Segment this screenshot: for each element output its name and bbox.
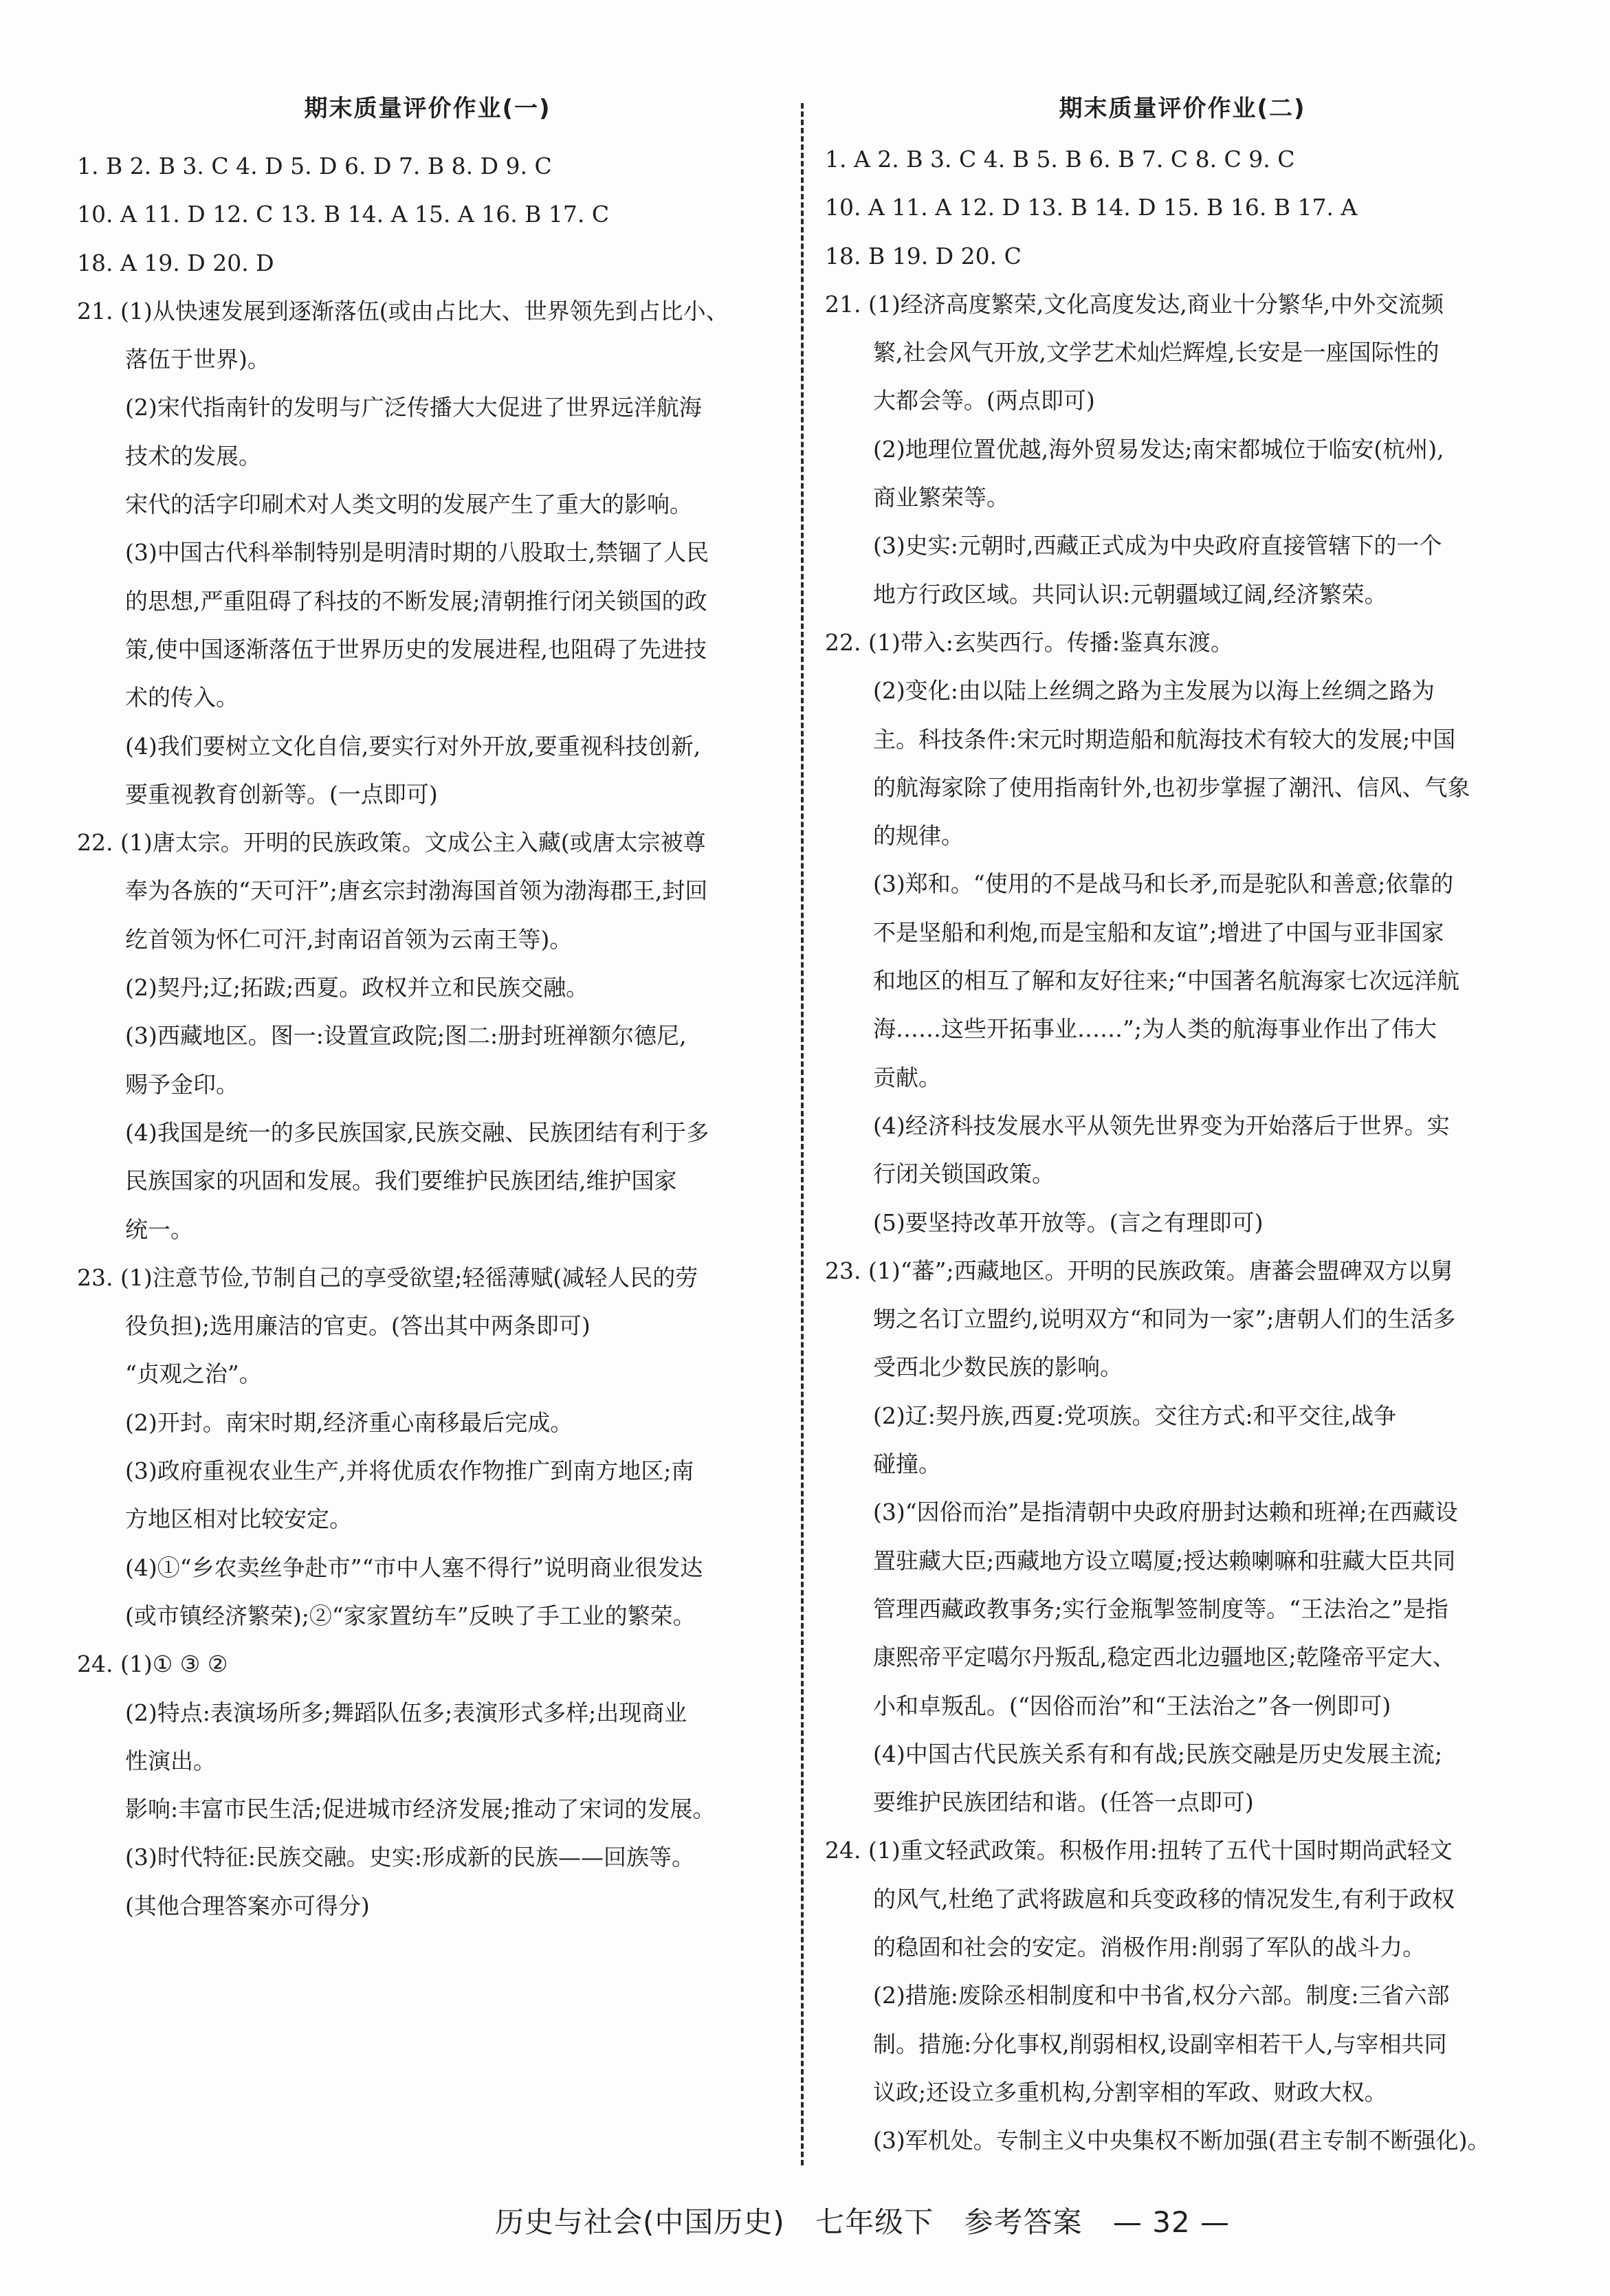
answer-line: 受西北少数民族的影响。	[873, 1354, 1123, 1381]
answer-line: (3)时代特征:民族交融。史实:形成新的民族——回族等。	[125, 1844, 694, 1871]
answer-line: 要维护民族团结和谐。(任答一点即可)	[873, 1789, 1254, 1816]
answer-line: (2)辽:契丹族,西夏:党项族。交往方式:和平交往,战争	[873, 1402, 1397, 1429]
answer-line: 和地区的相互了解和友好往来;“中国著名航海家七次远洋航	[873, 967, 1459, 995]
answer-line: 1. A 2. B 3. C 4. B 5. B 6. B 7. C 8. C 9. C	[825, 146, 1295, 173]
answer-line: (3)“因俗而治”是指清朝中央政府册封达赖和班禅;在西藏设	[873, 1499, 1458, 1526]
answer-line: (2)宋代指南针的发明与广泛传播大大促进了世界远洋航海	[125, 394, 702, 421]
answer-line: 大都会等。(两点即可)	[873, 387, 1095, 415]
answer-line: (4)经济科技发展水平从领先世界变为开始落后于世界。实	[873, 1112, 1450, 1139]
answer-line: 24. (1)① ③ ②	[77, 1651, 228, 1678]
answer-line: 纥首领为怀仁可汗,封南诏首领为云南王等)。	[125, 925, 573, 953]
answer-line: (2)契丹;辽;拓跋;西夏。政权并立和民族交融。	[125, 974, 589, 1002]
answer-line: (2)变化:由以陆上丝绸之路为主发展为以海上丝绸之路为	[873, 677, 1435, 705]
answer-line: 要重视教育创新等。(一点即可)	[125, 780, 438, 808]
answer-line: 落伍于世界)。	[125, 346, 270, 373]
answer-line: (4)中国古代民族关系有和有战;民族交融是历史发展主流;	[873, 1740, 1442, 1767]
answer-line: 10. A 11. A 12. D 13. B 14. D 15. B 16. B 17. A	[825, 194, 1358, 221]
answer-line: 24. (1)重文轻武政策。积极作用:扭转了五代十国时期尚武轻文	[825, 1837, 1453, 1864]
footer-subject: 历史与社会(中国历史)	[495, 2205, 785, 2239]
answer-line: 不是坚船和利炮,而是宝船和友谊”;增进了中国与亚非国家	[873, 918, 1444, 946]
answer-line: (5)要坚持改革开放等。(言之有理即可)	[873, 1208, 1264, 1236]
answer-line: 小和卓叛乱。(“因俗而治”和“王法治之”各一例即可)	[873, 1692, 1391, 1719]
footer-grade: 七年级下	[815, 2205, 934, 2239]
answer-line: 性演出。	[125, 1747, 216, 1774]
answer-line: 宋代的活字印刷术对人类文明的发展产生了重大的影响。	[125, 491, 692, 518]
answer-line: 23. (1)注意节俭,节制自己的享受欲望;轻徭薄赋(减轻人民的劳	[77, 1263, 698, 1291]
answer-line: 18. B 19. D 20. C	[825, 242, 1022, 269]
answer-line: (4)①“乡农卖丝争赴市”“市中人塞不得行”说明商业很发达	[125, 1554, 703, 1581]
answer-line: 的航海家除了使用指南针外,也初步掌握了潮汛、信风、气象	[873, 773, 1470, 801]
answer-line: (2)特点:表演场所多;舞蹈队伍多;表演形式多样;出现商业	[125, 1699, 687, 1726]
answer-line: (3)军机处。专制主义中央集权不断加强(君主专制不断强化)。	[873, 2127, 1490, 2154]
answer-line: 的风气,杜绝了武将跋扈和兵变政移的情况发生,有利于政权	[873, 1885, 1455, 1912]
left-title: 期末质量评价作业(一)	[304, 95, 551, 122]
answer-line: 行闭关锁国政策。	[873, 1160, 1055, 1188]
answer-line: 役负担);选用廉洁的官吏。(答出其中两条即可)	[125, 1312, 591, 1340]
answer-line: 10. A 11. D 12. C 13. B 14. A 15. A 16. B 17. C	[77, 201, 610, 228]
answer-line: (3)西藏地区。图一:设置宣政院;图二:册封班禅额尔德尼,	[125, 1022, 687, 1050]
answer-line: (3)郑和。“使用的不是战马和长矛,而是驼队和善意;依靠的	[873, 870, 1454, 898]
answer-line: 技术的发展。	[125, 442, 261, 470]
answer-line: 主。科技条件:宋元时期造船和航海技术有较大的发展;中国	[873, 725, 1456, 753]
answer-line: 制。措施:分化事权,削弱相权,设副宰相若干人,与宰相共同	[873, 2030, 1447, 2057]
answer-line: 赐予金印。	[125, 1070, 239, 1098]
column-divider	[801, 103, 804, 2165]
answer-line: “贞观之治”。	[125, 1360, 262, 1388]
footer-section: 参考答案	[964, 2205, 1083, 2239]
answer-line: 统一。	[125, 1215, 193, 1243]
left-answer-text	[77, 142, 778, 1930]
right-answer-text	[825, 135, 1540, 2165]
answer-line: 22. (1)唐太宗。开明的民族政策。文成公主入藏(或唐太宗被尊	[77, 829, 706, 857]
answer-line: 民族国家的巩固和发展。我们要维护民族团结,维护国家	[125, 1167, 677, 1195]
answer-line: 策,使中国逐渐落伍于世界历史的发展进程,也阻碍了先进技	[125, 635, 707, 663]
answer-line: (3)史实:元朝时,西藏正式成为中央政府直接管辖下的一个	[873, 532, 1442, 560]
answer-line: 方地区相对比较安定。	[125, 1505, 352, 1533]
answer-line: 奉为各族的“天可汗”;唐玄宗封渤海国首领为渤海郡王,封回	[125, 877, 708, 905]
answer-line: 贡献。	[873, 1063, 941, 1091]
answer-line: (2)地理位置优越,海外贸易发达;南宋都城位于临安(杭州),	[873, 435, 1444, 463]
answer-line: 21. (1)从快速发展到逐渐落伍(或由占比大、世界领先到占比小、	[77, 297, 729, 324]
right-title: 期末质量评价作业(二)	[1059, 95, 1306, 122]
answer-line: 23. (1)“蕃”;西藏地区。开明的民族政策。唐蕃会盟碑双方以舅	[825, 1257, 1453, 1284]
answer-line: (其他合理答案亦可得分)	[125, 1892, 370, 1919]
answer-line: 地方行政区域。共同认识:元朝疆域辽阔,经济繁荣。	[873, 580, 1387, 608]
answer-line: 的稳固和社会的安定。消极作用:削弱了军队的战斗力。	[873, 1933, 1426, 1961]
answer-line: (或市镇经济繁荣);②“家家置纺车”反映了手工业的繁荣。	[125, 1602, 696, 1629]
answer-line: 繁,社会风气开放,文学艺术灿烂辉煌,长安是一座国际性的	[873, 339, 1440, 366]
answer-line: 影响:丰富市民生活;促进城市经济发展;推动了宋词的发展。	[125, 1796, 716, 1823]
answer-line: 22. (1)带入:玄奘西行。传播:鉴真东渡。	[825, 628, 1233, 656]
answer-line: (4)我国是统一的多民族国家,民族交融、民族团结有利于多	[125, 1118, 709, 1146]
answer-line: 置驻藏大臣;西藏地方设立噶厦;授达赖喇嘛和驻藏大臣共同	[873, 1547, 1456, 1574]
answer-line: 1. B 2. B 3. C 4. D 5. D 6. D 7. B 8. D 9. C	[77, 153, 552, 179]
answer-line: 管理西藏政教事务;实行金瓶掣签制度等。“王法治之”是指	[873, 1595, 1448, 1622]
answer-line: 18. A 19. D 20. D	[77, 249, 274, 276]
answer-line: 议政;还设立多重机构,分割宰相的军政、财政大权。	[873, 2078, 1387, 2106]
answer-line: 甥之名订立盟约,说明双方“和同为一家”;唐朝人们的生活多	[873, 1305, 1456, 1333]
page-footer	[495, 2200, 1250, 2241]
answer-line: 商业繁荣等。	[873, 484, 1009, 511]
answer-line: 海……这些开拓事业……”;为人类的航海事业作出了伟大	[873, 1015, 1437, 1043]
answer-line: (3)中国古代科举制特别是明清时期的八股取士,禁锢了人民	[125, 539, 709, 566]
answer-line: 碰撞。	[873, 1450, 941, 1478]
answer-line: (3)政府重视农业生产,并将优质农作物推广到南方地区;南	[125, 1457, 694, 1485]
footer-page-number: — 32 —	[1112, 2205, 1231, 2239]
answer-line: 康熙帝平定噶尔丹叛乱,稳定西北边疆地区;乾隆帝平定大、	[873, 1644, 1455, 1671]
answer-line: (2)措施:废除丞相制度和中书省,权分六部。制度:三省六部	[873, 1982, 1450, 2009]
answer-line: 术的传入。	[125, 684, 239, 711]
answer-line: 的思想,严重阻碍了科技的不断发展;清朝推行闭关锁国的政	[125, 587, 707, 615]
answer-line: 21. (1)经济高度繁荣,文化高度发达,商业十分繁华,中外交流频	[825, 290, 1444, 318]
answer-line: 的规律。	[873, 822, 964, 850]
answer-line: (4)我们要树立文化自信,要实行对外开放,要重视科技创新,	[125, 732, 701, 760]
answer-line: (2)开封。南宋时期,经济重心南移最后完成。	[125, 1409, 573, 1436]
